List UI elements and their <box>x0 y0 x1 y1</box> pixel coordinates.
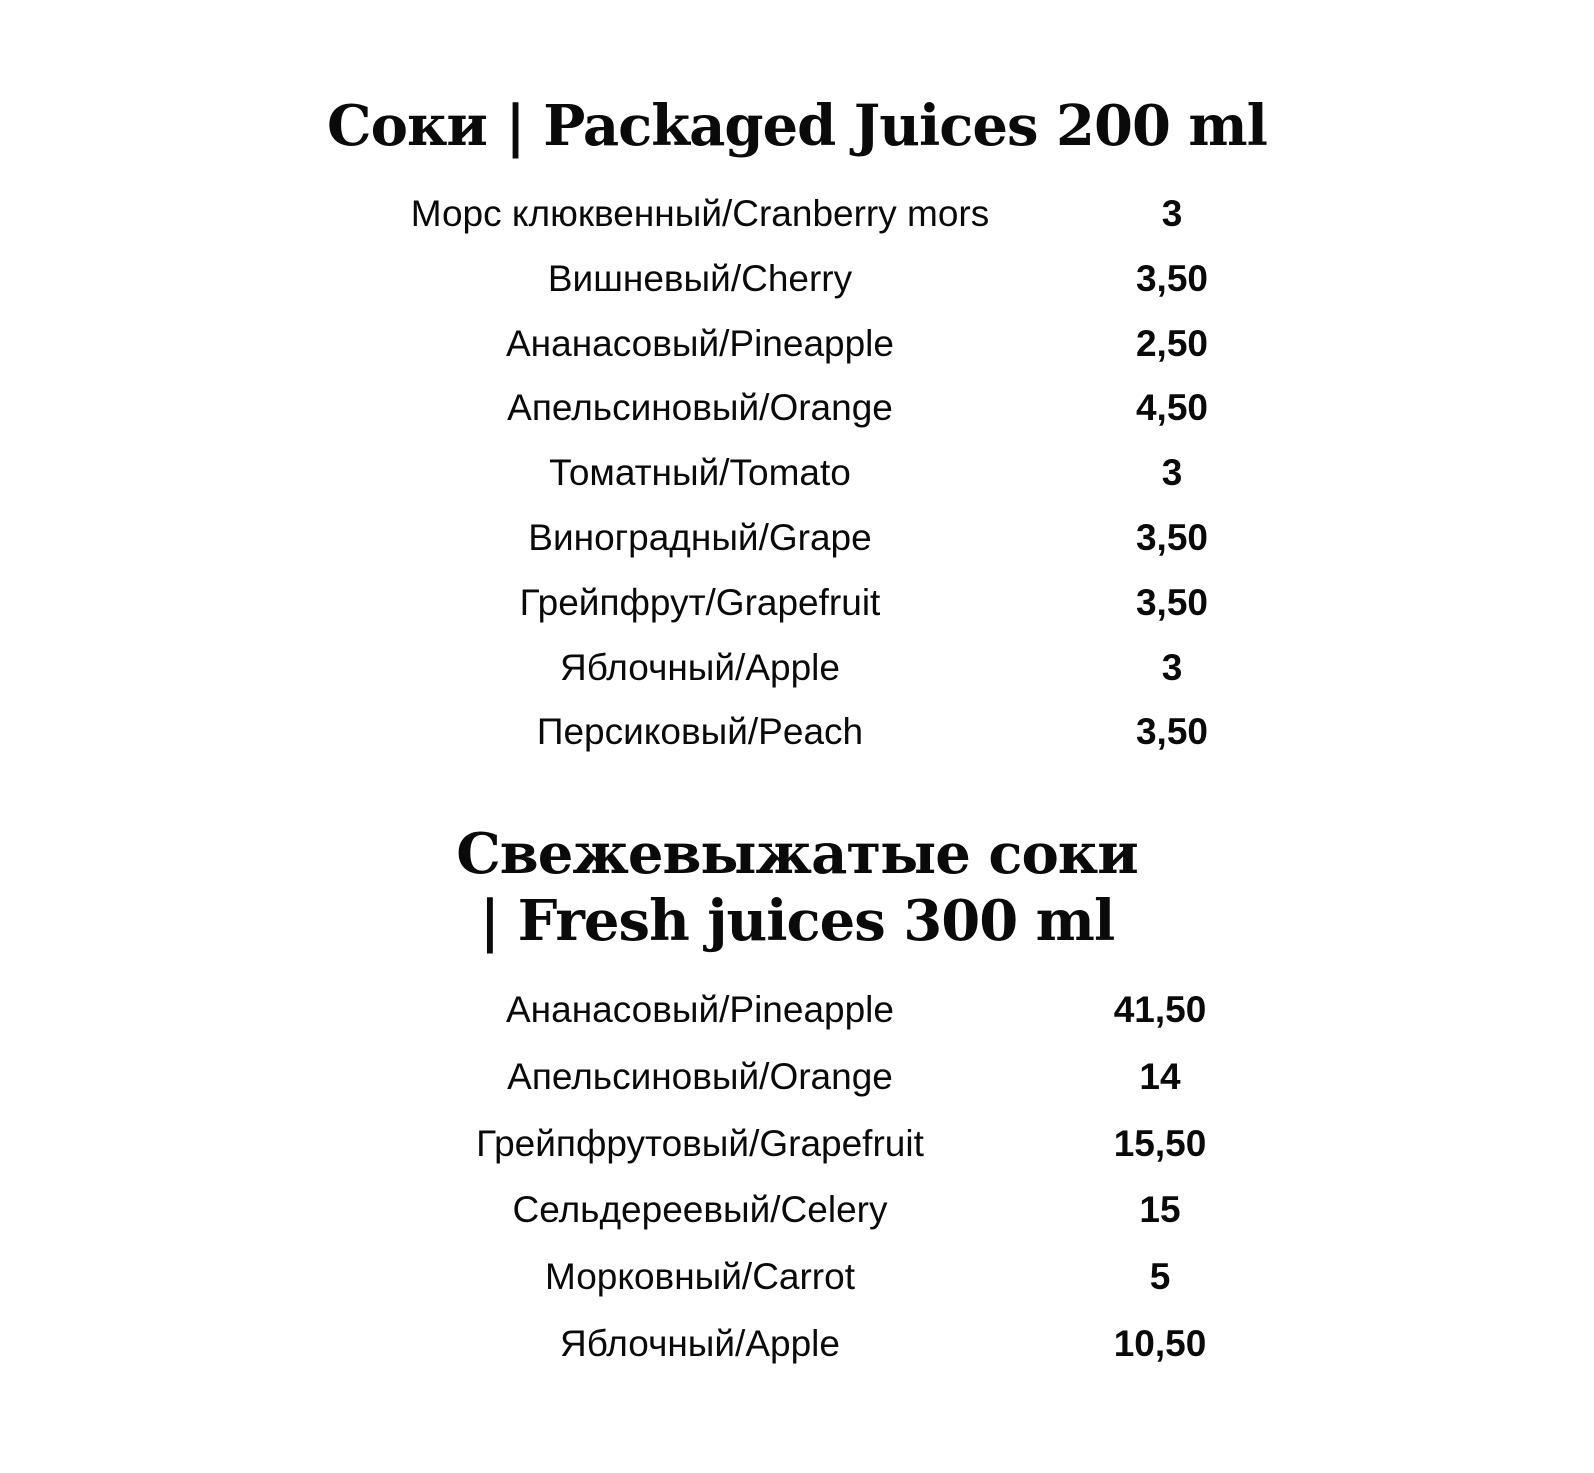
menu-item-name: Грейпфрутовый/Grapefruit <box>476 1122 924 1164</box>
menu-item-name: Сельдереевый/Celery <box>512 1189 888 1231</box>
menu-item <box>0 254 1594 304</box>
menu-item-name: Апельсиновый/Orange <box>507 387 893 429</box>
menu-item-price: 3,50 <box>1135 517 1208 558</box>
packaged-juices-title: Соки | Packaged Juices 200 ml <box>327 93 1267 159</box>
menu-item-name: Морс клюквенный/Cranberry mors <box>410 193 990 234</box>
menu-item <box>0 643 1594 693</box>
menu-item <box>0 1119 1594 1169</box>
menu-item <box>0 985 1594 1035</box>
menu-item-name: Ананасовый/Pineapple <box>506 322 894 364</box>
menu-item-name: Грейпфрут/Grapefruit <box>519 581 881 623</box>
menu-item-name: Вишневый/Cherry <box>547 257 853 299</box>
menu-item-price: 15,50 <box>1113 1122 1207 1164</box>
fresh-juices-title-line1: Свежевыжатые соки <box>456 821 1138 887</box>
menu-item <box>0 513 1594 563</box>
menu-item <box>0 448 1594 498</box>
menu-item-price: 3,50 <box>1135 581 1208 623</box>
menu-item <box>0 383 1594 433</box>
menu-item-price: 14 <box>1139 1055 1181 1097</box>
menu-item-name: Апельсиновый/Orange <box>507 1055 893 1097</box>
menu-item-price: 5 <box>1149 1256 1171 1298</box>
menu-item <box>0 1319 1594 1369</box>
menu-item-price: 3,50 <box>1135 711 1208 753</box>
menu-item-price: 10,50 <box>1113 1323 1207 1364</box>
menu-item-name: Виноградный/Grape <box>528 517 872 558</box>
menu-item <box>0 707 1594 757</box>
menu-item-price: 41,50 <box>1113 989 1207 1030</box>
menu-item <box>0 1052 1594 1102</box>
menu-item-price: 15 <box>1139 1189 1181 1231</box>
menu-item <box>0 1252 1594 1302</box>
menu-item-price: 2,50 <box>1135 322 1208 364</box>
menu-item <box>0 189 1594 239</box>
menu-item-price: 3 <box>1161 452 1183 494</box>
menu-item-name: Томатный/Tomato <box>549 452 851 494</box>
menu-item-price: 3 <box>1161 646 1183 688</box>
menu-item-price: 4,50 <box>1135 387 1208 429</box>
menu-item-price: 3,50 <box>1135 257 1208 299</box>
menu-item <box>0 1185 1594 1235</box>
menu-item-name: Ананасовый/Pineapple <box>506 989 894 1030</box>
menu-item <box>0 578 1594 628</box>
menu-item-name: Морковный/Carrot <box>544 1256 855 1298</box>
menu-item <box>0 319 1594 369</box>
menu-item-name: Персиковый/Peach <box>536 711 864 753</box>
menu-item-name: Яблочный/Apple <box>560 646 840 688</box>
menu-item-price: 3 <box>1161 193 1183 234</box>
menu-item-name: Яблочный/Apple <box>560 1323 840 1364</box>
fresh-juices-title-line2: | Fresh juices 300 ml <box>479 888 1115 954</box>
